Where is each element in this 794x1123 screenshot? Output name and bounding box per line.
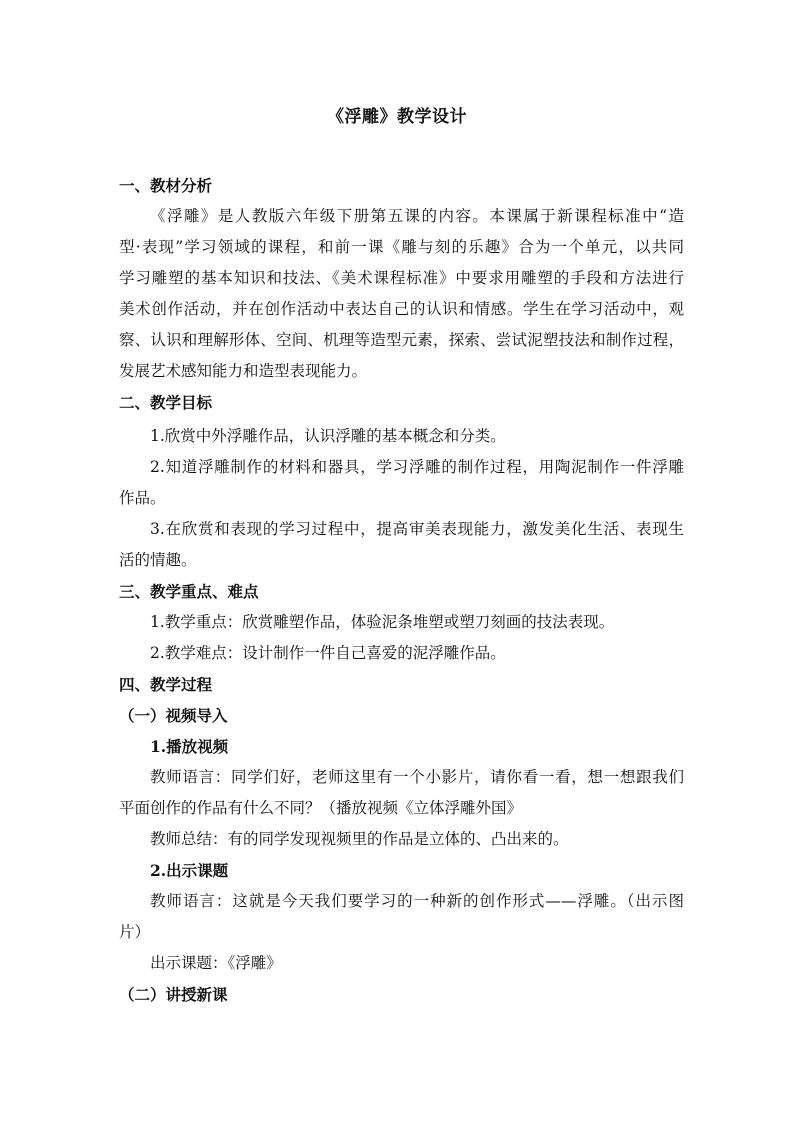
goal-item: 2.知道浮雕制作的材料和器具，学习浮雕的制作过程，用陶泥制作一件浮雕 [150,458,684,476]
teacher-summary: 教师总结：有的同学发现视频里的作品是立体的、凸出来的。 [150,830,569,848]
paragraph-line: 美术创作活动，并在创作活动中表达自己的认识和情感。学生在学习活动中，观 [119,300,684,318]
key-point-item: 1.教学重点：欣赏雕塑作品，体验泥条堆塑或塑刀刻画的技法表现。 [150,613,615,631]
paragraph-line: 发展艺术感知能力和造型表现能力。 [119,362,368,380]
subsection-heading-video-intro: （一）视频导入 [119,706,228,725]
paragraph-line: 学习雕塑的基本知识和技法、《美术课程标准》中要求用雕塑的手段和方法进行 [119,269,684,287]
document-title: 《浮雕》教学设计 [327,107,467,127]
goal-item-continued: 作品。 [119,489,166,507]
step-heading-play-video: 1.播放视频 [150,737,229,756]
section-heading-teaching-goals: 二、教学目标 [119,393,213,412]
paragraph-line: 察、认识和理解形体、空间、机理等造型元素，探索、尝试泥塑技法和制作过程， [119,331,684,349]
teacher-speech-line: 教师语言：同学们好，老师这里有一个小影片，请你看一看，想一想跟我们 [150,768,684,786]
paragraph-line: 《浮雕》是人教版六年级下册第五课的内容。本课属于新课程标准中“造 [150,207,684,225]
goal-item: 1.欣赏中外浮雕作品，认识浮雕的基本概念和分类。 [150,427,506,445]
key-point-item: 2.教学难点：设计制作一件自己喜爱的泥浮雕作品。 [150,644,506,662]
section-heading-teaching-process: 四、教学过程 [119,675,213,694]
step-heading-show-topic: 2.出示课题 [150,861,229,880]
goal-item: 3.在欣赏和表现的学习过程中，提高审美表现能力，激发美化生活、表现生 [150,520,684,538]
subsection-heading-new-lesson: （二）讲授新课 [119,985,228,1004]
teacher-speech-line: 平面创作的作品有什么不同？（播放视频《立体浮雕外国》 [119,799,523,817]
section-heading-key-points: 三、教学重点、难点 [119,582,259,601]
teacher-speech-line: 教师语言：这就是今天我们要学习的一种新的创作形式——浮雕。（出示图 [150,892,684,910]
document-body [119,170,684,1010]
topic-line: 出示课题：《浮雕》 [150,954,282,972]
paragraph-line: 型·表现”学习领域的课程，和前一课《雕与刻的乐趣》合为一个单元，以共同 [119,238,684,256]
section-heading-textbook-analysis: 一、教材分析 [119,176,213,195]
teacher-speech-line: 片） [119,923,151,941]
goal-item-continued: 活的情趣。 [119,551,197,569]
